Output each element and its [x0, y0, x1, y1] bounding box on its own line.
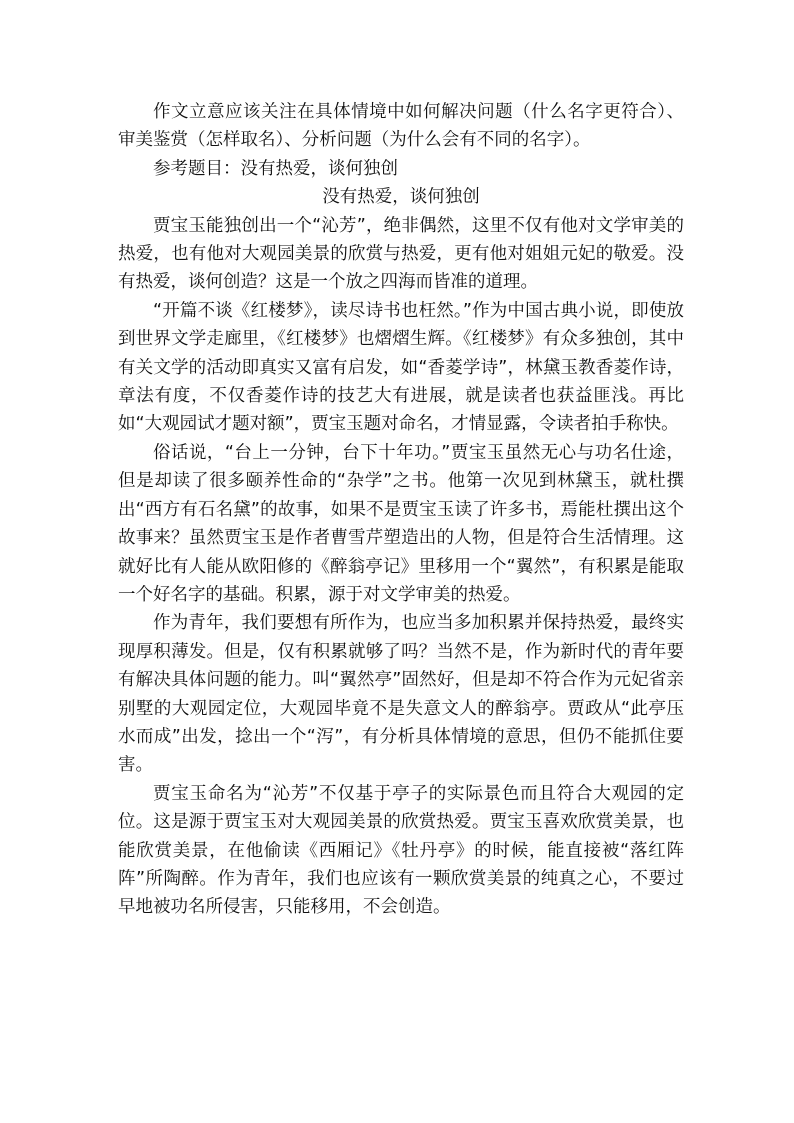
- essay-paragraph-3: 俗话说，“台上一分钟，台下十年功。”贾宝玉虽然无心与功名仕途，但是却读了很多颐养性命的“杂学”之书。他第一次见到林黛玉，就杜撰出“西方有石名黛”的故事，如果不是贾宝玉读了许多书，焉能杜撰出这个故事来？虽然贾宝玉是作者曹雪芹塑造出的人物，但是符合生活情理。这就好比有人能从欧阳修的《醉翁亭记》里移用一个“翼然”，有积累是能取一个好名字的基础。积累，源于对文学审美的热爱。: [118, 442, 684, 605]
- intro-paragraph: 作文立意应该关注在具体情境中如何解决问题（什么名字更符合）、审美鉴赏（怎样取名）、分析问题（为什么会有不同的名字）。: [118, 102, 684, 151]
- essay-paragraph-5: 贾宝玉命名为“沁芳”不仅基于亭子的实际景色而且符合大观园的定位。这是源于贾宝玉对大观园美景的欣赏热爱。贾宝玉喜欢欣赏美景，也能欣赏美景，在他偷读《西厢记》《牡丹亭》的时候，能直接被“落红阵阵”所陶醉。作为青年，我们也应该有一颗欣赏美景的纯真之心，不要过早地被功名所侵害，只能移用，不会创造。: [118, 783, 684, 918]
- essay-title: 没有热爱，谈何独创: [322, 187, 480, 208]
- essay-paragraph-4: 作为青年，我们要想有所作为，也应当多加积累并保持热爱，最终实现厚积薄发。但是，仅有积累就够了吗？当然不是，作为新时代的青年要有解决具体问题的能力。叫“翼然亭”固然好，但是却不符合作为元妃省亲别墅的大观园定位，大观园毕竟不是失意文人的醉翁亭。贾政从“此亭压水而成”出发，捻出一个“泻”，有分析具体情境的意思，但仍不能抓住要害。: [118, 613, 684, 776]
- essay-paragraph-2: “开篇不谈《红楼梦》，读尽诗书也枉然。”作为中国古典小说，即使放到世界文学走廊里，《红楼梦》也熠熠生辉。《红楼梦》有众多独创，其中有关文学的活动即真实又富有启发，如“香菱学诗”，林黛玉教香菱作诗，章法有度，不仅香菱作诗的技艺大有进展，就是读者也获益匪浅。再比如“大观园试才题对额”，贾宝玉题对命名，才情显露，令读者拍手称快。: [118, 300, 684, 435]
- reference-topic: 参考题目：没有热爱，谈何独创: [153, 158, 398, 179]
- document-body: [118, 98, 684, 922]
- essay-paragraph-1: 贾宝玉能独创出一个“沁芳”，绝非偶然，这里不仅有他对文学审美的热爱，也有他对大观园美景的欣赏与热爱，更有他对姐姐元妃的敬爱。没有热爱，谈何创造？这是一个放之四海而皆准的道理。: [118, 215, 684, 293]
